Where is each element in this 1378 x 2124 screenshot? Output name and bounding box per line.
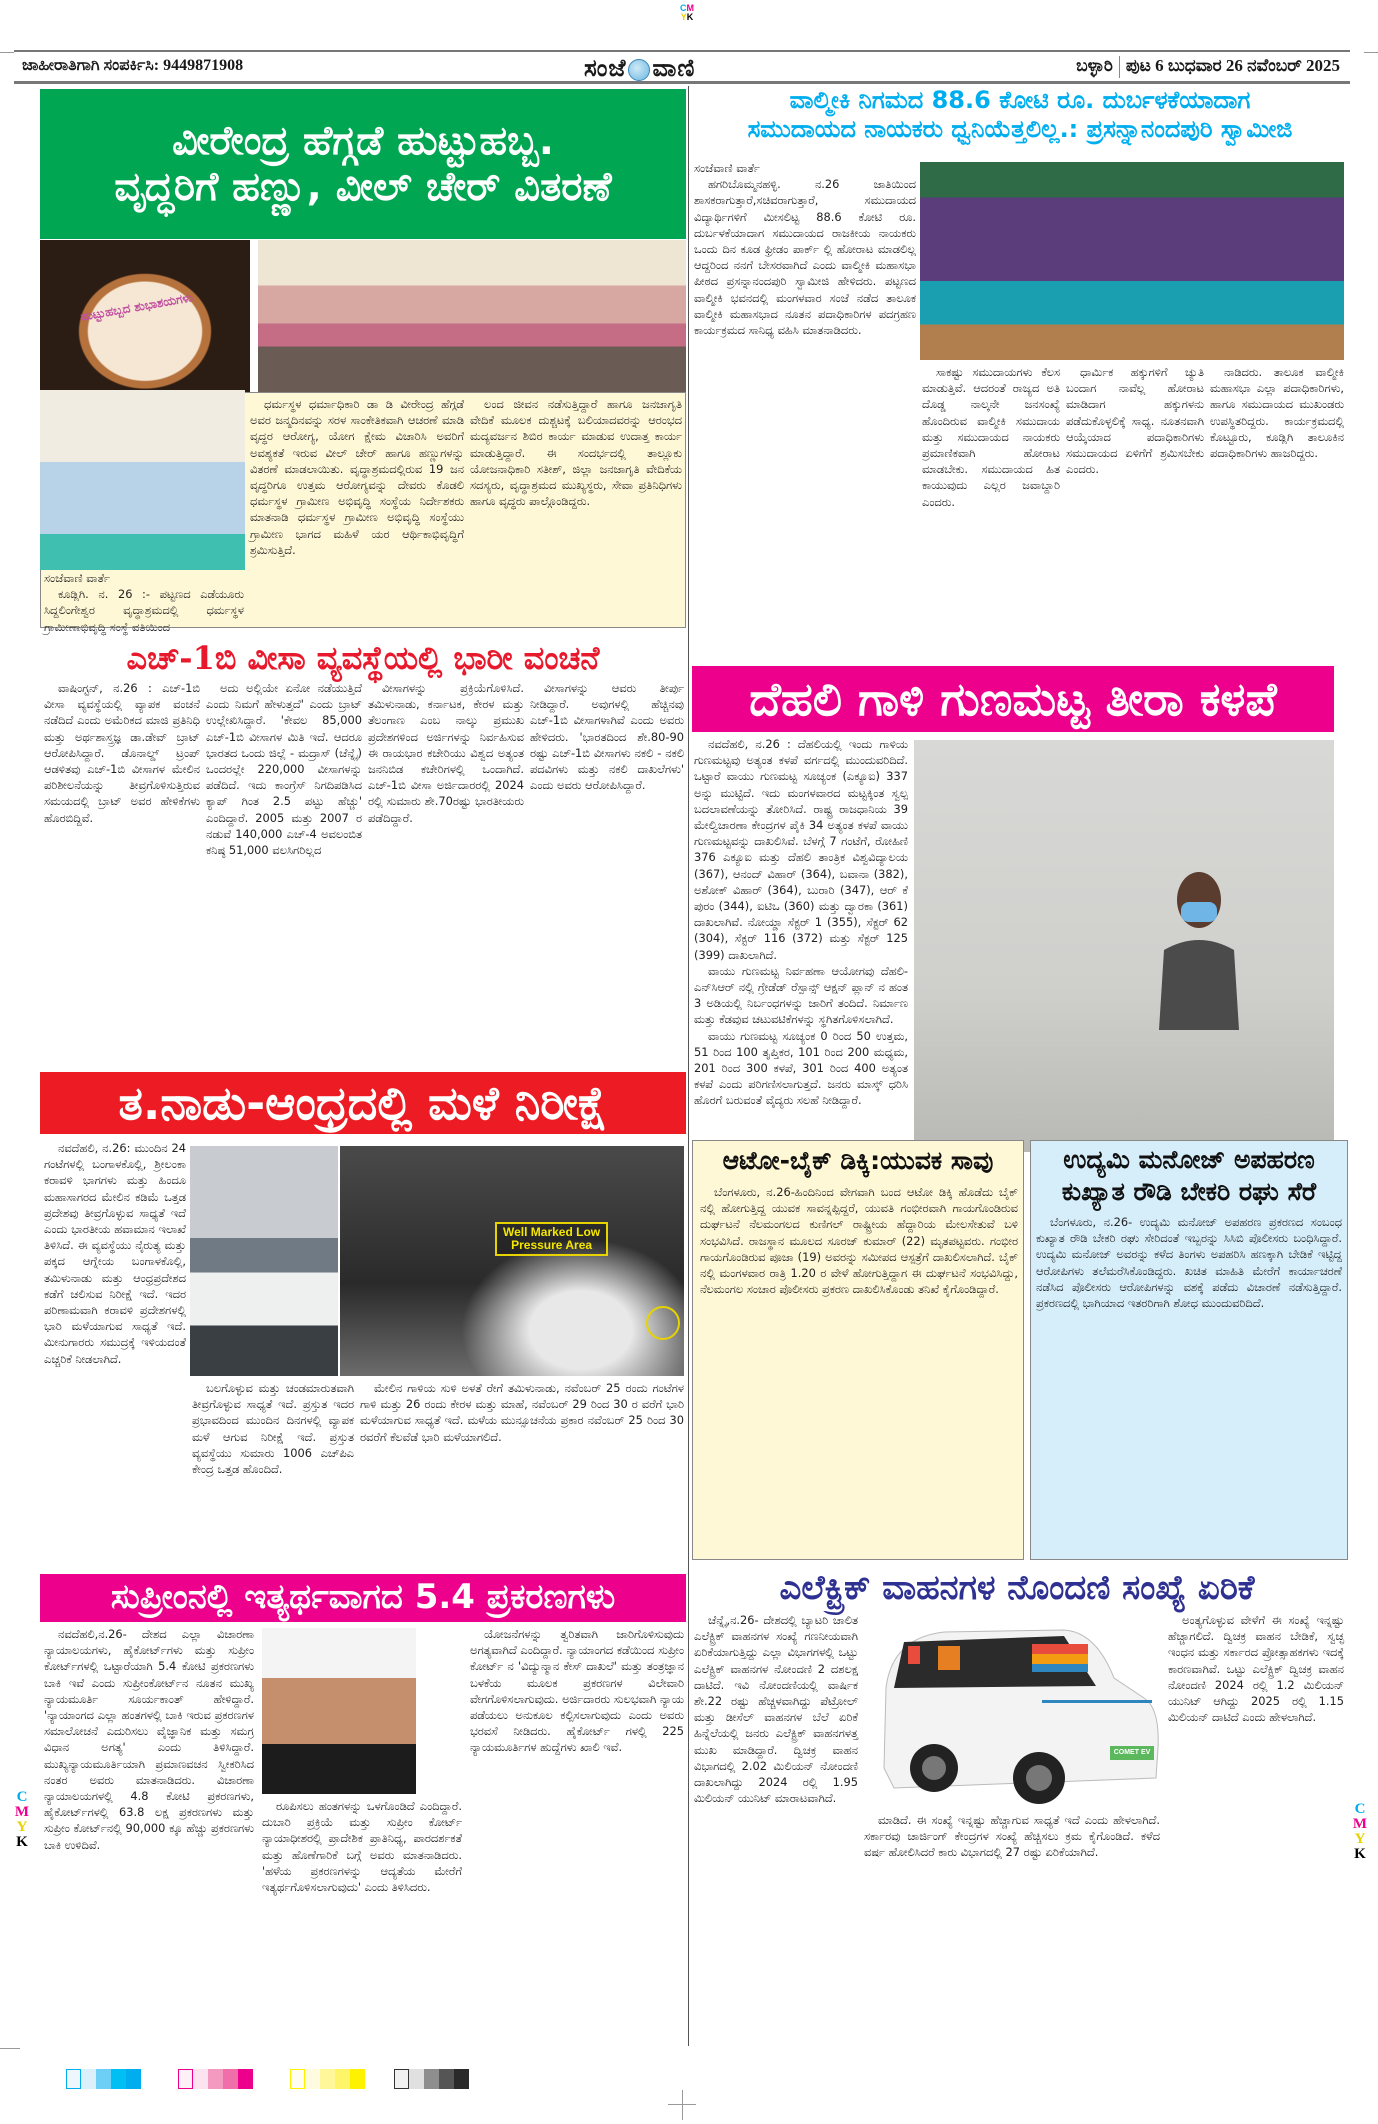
registration-mark-top bbox=[676, 4, 698, 22]
kidnap-body bbox=[1036, 1214, 1342, 1556]
satellite-map bbox=[340, 1146, 684, 1376]
heggade-col3 bbox=[470, 396, 682, 626]
article-text: ವಾಷಿಂಗ್ಟನ್, ನ.26 : ಎಚ್-1ಬಿ ವೀಸಾ ವ್ಯವಸ್ಥೆಯಲ್ಲಿ ವ್ಯಾಪಕ ವಂಚನೆ ನಡೆದಿದೆ ಎಂದು ಅಮೆರಿಕದ ಮಾಜಿ ಪ್ರತಿನಿಧಿ ಮತ್ತು ಅರ್ಥಶಾಸ್ತ್ರಜ್ಞ ಡಾ.ಡೇವ್ ಬ್ರಾಟ್ ಆರೋಪಿಸಿದ್ದಾರೆ. ಡೊನಾಲ್ಡ್ ಟ್ರಂಪ್ ಆಡಳಿತವು ಎಚ್-1ಬಿ ವೀಸಾಗಳ ಮೇಲಿನ ಪರಿಶೀಲನೆಯನ್ನು ತೀವ್ರಗೊಳಿಸುತ್ತಿರುವ ಸಮಯದಲ್ಲಿ ಬ್ರಾಟ್ ಅವರ ಹೇಳಿಕೆಗಳು ಹೊರಬಿದ್ದಿವೆ. bbox=[44, 681, 200, 825]
headline-line: ಉದ್ಯಮಿ ಮನೋಜ್ ಅಪಹರಣ bbox=[1063, 1145, 1315, 1174]
headline-line: ವೃದ್ಧರಿಗೆ ಹಣ್ಣು, ವೀಲ್ ಚೇರ್ ವಿತರಣೆ bbox=[114, 164, 612, 210]
masked-man-figure bbox=[1154, 860, 1244, 1030]
valmiki-col3 bbox=[1066, 364, 1204, 656]
column-divider bbox=[688, 86, 689, 2046]
cake-cutting-photo bbox=[40, 390, 245, 570]
h1b-col4 bbox=[530, 680, 684, 1064]
reg-c: C bbox=[16, 1789, 28, 1805]
article-text: ಬೆಂಗಳೂರು, ನ.26-ಹಿಂದಿನಿಂದ ವೇಗವಾಗಿ ಬಂದ ಆಟೋ ಡಿಕ್ಕಿ ಹೊಡೆದು ಬೈಕ್ ನಲ್ಲಿ ಹೋಗುತ್ತಿದ್ದ ಯುವಕ ಸಾವನ್ನಪ್ಪಿದ್ದರೆ, ಯುವತಿ ಗಂಭೀರವಾಗಿ ಗಾಯಗೊಂಡಿರುವ ದುರ್ಘಟನೆ ನೆಲಮಂಗಲದ ಕುಣಿಗಲ್ ರಾಷ್ಟ್ರೀಯ ಹೆದ್ದಾರಿಯ ಮೇಲಸೇತುವೆ ಬಳಿ ಸಂಭವಿಸಿದೆ. ರಾಜಸ್ಥಾನ ಮೂಲದ ಸೂರಜ್ ಕುಮಾರ್ (22) ಮೃತಪಟ್ಟವರು. ಗಂಭೀರ ಗಾಯಗೊಂಡಿರುವ ಪೂಜಾ (19) ಅವರನ್ನು ಸಮೀಪದ ಆಸ್ಪತ್ರೆಗೆ ದಾಖಲಿಸಲಾಗಿದೆ. ಬೈಕ್ ನಲ್ಲಿ ಮಂಗಳವಾರ ರಾತ್ರಿ 1.20 ರ ವೇಳೆ ಹೋಗುತ್ತಿದ್ದಾಗ ಈ ದುರ್ಘಟನೆ ಸಂಭವಿಸಿದ್ದು, ನೆಲಮಂಗಲ ಸಂಚಾರ ಪೊಲೀಸರು ಪ್ರಕರಣ ದಾಖಲಿಸಿಕೊಂಡು ತನಿಖೆ ಕೈಗೊಂಡಿದ್ದಾರೆ. bbox=[700, 1185, 1018, 1297]
supreme-col2 bbox=[262, 1798, 462, 2046]
newspaper-logo bbox=[584, 53, 695, 82]
crop-mark bbox=[0, 2048, 20, 2049]
article-text: ನವದೆಹಲಿ, ನ.26: ಮುಂದಿನ 24 ಗಂಟೆಗಳಲ್ಲಿ ಬಂಗಾಳಕೊಲ್ಲಿ, ಶ್ರೀಲಂಕಾ ಕರಾವಳಿ ಭಾಗಗಳು ಮತ್ತು ಹಿಂದೂ ಮಹಾಸಾಗರದ ಮೇಲಿನ ಕಡಿಮೆ ಒತ್ತಡ ಪ್ರದೇಶವು ತೀವ್ರಗೊಳ್ಳುವ ಸಾಧ್ಯತೆ ಇದೆ ಎಂದು ಭಾರತೀಯ ಹವಾಮಾನ ಇಲಾಖೆ ತಿಳಿಸಿದೆ. ಈ ವ್ಯವಸ್ಥೆಯು ನೈರುತ್ಯ ಮತ್ತು ಪಕ್ಕದ ಆಗ್ನೇಯ ಬಂಗಾಳಕೊಲ್ಲಿ, ತಮಿಳುನಾಡು ಮತ್ತು ಆಂಧ್ರಪ್ರದೇಶದ ಕಡೆಗೆ ಚಲಿಸುವ ನಿರೀಕ್ಷೆ ಇದೆ. ಇದರ ಪರಿಣಾಮವಾಗಿ ಕರಾವಳಿ ಪ್ರದೇಶಗಳಲ್ಲಿ ಭಾರಿ ಮಳೆಯಾಗುವ ಸಾಧ್ಯತೆ ಇದೆ. ಮೀನುಗಾರರು ಸಮುದ್ರಕ್ಕೆ ಇಳಿಯದಂತೆ ಎಚ್ಚರಿಕೆ ನೀಡಲಾಗಿದೆ. bbox=[44, 1141, 186, 1366]
cake-photo bbox=[40, 240, 250, 392]
mahasabha-meeting-photo bbox=[920, 162, 1344, 360]
delhi-smog-photo bbox=[914, 740, 1334, 1152]
article-text: ಅಂತ್ಯಗೊಳ್ಳುವ ವೇಳೆಗೆ ಈ ಸಂಖ್ಯೆ ಇನ್ನಷ್ಟು ಹೆಚ್ಚಾಗಲಿದೆ. ದ್ವಿಚಕ್ರ ವಾಹನ ಬೇಡಿಕೆ, ಸ್ವಚ್ಛ ಇಂಧನ ಮತ್ತು ಸರ್ಕಾರದ ಪ್ರೋತ್ಸಾಹಕಗಳು ಇದಕ್ಕೆ ಕಾರಣವಾಗಿವೆ. ಒಟ್ಟು ಎಲೆಕ್ಟ್ರಿಕ್ ದ್ವಿಚಕ್ರ ವಾಹನ ನೋಂದಣಿ 2024 ರಲ್ಲಿ 1.2 ಮಿಲಿಯನ್ ಯುನಿಟ್ ಆಗಿದ್ದು 2025 ರಲ್ಲಿ 1.15 ಮಿಲಿಯನ್ ದಾಟಿದೆ ಎಂದು ಹೇಳಲಾಗಿದೆ. bbox=[1168, 1613, 1344, 1725]
reg-c: C bbox=[680, 3, 687, 13]
article-text: ಧಾರ್ಮಿಕ ಹಕ್ಕುಗಳಿಗೆ ಚ್ಯುತಿ ಬಂದಾಗ ನಾವೆಲ್ಲ ಹೋರಾಟ ಮಾಡಿದಾಗ ಹಕ್ಕುಗಳನು ಪಡೆದುಕೊಳ್ಳಲಿಕ್ಕೆ ಸಾಧ್ಯ. ನೂತನವಾಗಿ ಆಯ್ಕೆಯಾದ ಪದಾಧಿಕಾರಿಗಳು ಸಮುದಾಯದ ಏಳಿಗೆಗೆ ಶ್ರಮಿಸಬೇಕು ಎಂದರು. bbox=[1066, 365, 1204, 477]
low-pressure-label bbox=[495, 1222, 608, 1256]
article-text: ಅದು ಅಲ್ಲಿಯೇ ಏನೋ ನಡೆಯುತ್ತಿದೆ ಎಂದು ನಿಮಗೆ ಹೇಳುತ್ತದೆ' ಎಂದು ಬ್ರಾಟ್ ಉಲ್ಲೇಖಿಸಿದ್ದಾರೆ. 'ಕೇವಲ 85,000 ಎಚ್-1ಬಿ ವೀಸಾಗಳ ಮಿತಿ ಇದೆ. ಆದರೂ ಭಾರತದ ಒಂದು ಜಿಲ್ಲೆ - ಮದ್ರಾಸ್ (ಚೆನ್ನೈ) ಒಂದರಲ್ಲೇ 220,000 ವೀಸಾಗಳನ್ನು ಪಡೆದಿದೆ. ಇದು ಕಾಂಗ್ರೆಸ್ ನಿಗದಿಪಡಿಸಿದ ಕ್ಯಾಪ್ ಗಿಂತ 2.5 ಪಟ್ಟು ಹೆಚ್ಚು' ಎಂದಿದ್ದಾರೆ. 2005 ಮತ್ತು 2007 ರ ನಡುವೆ 140,000 ಎಚ್-4 ಅವಲಂಬಿತ ಕನಿಷ್ಠ 51,000 ವಲಸಿಗರಿಲ್ಲದ bbox=[206, 681, 362, 858]
crop-mark bbox=[1364, 52, 1378, 53]
byline: ಸಂಜೆವಾಣಿ ವಾರ್ತೆ bbox=[694, 161, 760, 175]
article-text: ಧರ್ಮಸ್ಥಳ ಧರ್ಮಾಧಿಕಾರಿ ಡಾ ಡಿ ವೀರೇಂದ್ರ ಹೆಗ್ಗಡೆ ಅವರ ಜನ್ಮದಿನವನ್ನು ಸರಳ ಸಾಂಕೇತಿಕವಾಗಿ ಆಚರಣೆ ಮಾಡಿ ವೃದ್ಧರ ಆರೋಗ್ಯ, ಯೋಗ ಕ್ಷೇಮ ವಿಚಾರಿಸಿ ಅವರಿಗೆ ಅವಶ್ಯಕತೆ ಇರುವ ವೀಲ್ ಚೇರ್ ಹಾಗೂ ಹಣ್ಣುಗಳನ್ನು ವಿತರಣೆ ಮಾಡಲಾಯಿತು. ವೃದ್ಧಾಶ್ರಮದಲ್ಲಿರುವ 19 ಜನ ವೃದ್ಧರಿಗೂ ಉತ್ತಮ ಆರೋಗ್ಯವನ್ನು ದೇವರು ಕೊಡಲಿ ಧರ್ಮಸ್ಥಳ ಗ್ರಾಮೀಣ ಅಭಿವೃದ್ಧಿ ಸಂಸ್ಥೆಯ ನಿರ್ದೇಶಕರು ಮಾತನಾಡಿ ಧರ್ಮಸ್ಥಳ ಗ್ರಾಮೀಣ ಅಭಿವೃದ್ಧಿ ಸಂಸ್ಥೆಯು ಗ್ರಾಮೀಣ ಭಾಗದ ಮಹಿಳೆ ಯರ ಆರ್ಥಿಕಾಭಿವೃದ್ಧಿಗೆ ಶ್ರಮಿಸುತ್ತಿದೆ. bbox=[250, 397, 464, 557]
ad-contact: ಜಾಹೀರಾತಿಗಾಗಿ ಸಂಪರ್ಕಿಸಿ: 9449871908 bbox=[22, 57, 244, 74]
reg-y: Y bbox=[16, 1819, 28, 1835]
article-text: ರೂಪಿಸಲು ಹಂತಗಳನ್ನು ಒಳಗೊಂಡಿದೆ ಎಂದಿದ್ದಾರೆ. ದುಬಾರಿ ಪ್ರಕ್ರಿಯೆ ಮತ್ತು ಸುಪ್ರೀಂ ಕೋರ್ಟ್ ನ್ಯಾಯಾಧೀಶರಲ್ಲಿ ಪ್ರಾದೇಶಿಕ ಪ್ರಾತಿನಿಧ್ಯ, ಪಾರದರ್ಶಕತೆ ಮತ್ತು ಹೊಣೆಗಾರಿಕೆ ಬಗ್ಗೆ ಅವರು ಮಾತನಾಡಿದರು. 'ಹಳೆಯ ಪ್ರಕರಣಗಳನ್ನು ಆದ್ಯತೆಯ ಮೇರೆಗೆ ಇತ್ಯರ್ಥಗೊಳಿಸಲಾಗುವುದು' ಎಂದು ತಿಳಿಸಿದರು. bbox=[262, 1799, 462, 1895]
comet-ev-car-photo bbox=[864, 1618, 1164, 1808]
delhi-headline: ದೆಹಲಿ ಗಾಳಿ ಗುಣಮಟ್ಟ ತೀರಾ ಕಳಪೆ bbox=[692, 666, 1334, 732]
byline: ಸಂಜೆವಾಣಿ ವಾರ್ತೆ bbox=[44, 571, 110, 585]
rain-col2 bbox=[192, 1380, 354, 1564]
crop-mark bbox=[682, 2090, 683, 2120]
label-line: Pressure Area bbox=[511, 1238, 593, 1252]
divider bbox=[1119, 56, 1120, 78]
reg-k: K bbox=[1354, 1846, 1366, 1862]
crop-mark bbox=[0, 52, 14, 53]
article-text: ಮೇಲಿನ ಗಾಳಿಯ ಸುಳಿ ಅಳತೆ ರೇಗೆ ತಮಿಳುನಾಡು, ನವೆಂಬರ್ 25 ರಂದು ಗಂಟೆಗಳ ಗಾಳಿ ಮತ್ತು 26 ರಂದು ಕೇರಳ ಮತ್ತು ಮಾಹೆ, ನವೆಂಬರ್ 29 ರಿಂದ 30 ರ ವರೆಗೆ ಭಾರಿ ಮಳೆಯಾಗುವ ಸಾಧ್ಯತೆ ಇದೆ. ಮಳೆಯ ಮುನ್ಸೂಚನೆಯ ಪ್ರಕಾರ ನವೆಂಬರ್ 25 ರಿಂದ 30 ರವರೆಗೆ ಕೆಲವೆಡೆ ಭಾರಿ ಮಳೆಯಾಗಲಿದೆ. bbox=[360, 1381, 684, 1444]
article-text: ವಾಯು ಗುಣಮಟ್ಟ ನಿರ್ವಹಣಾ ಆಯೋಗವು ದೆಹಲಿ-ಎನ್‌ಸಿಆರ್ ನಲ್ಲಿ ಗ್ರೇಡೆಡ್ ರೆಸ್ಪಾನ್ಸ್ ಆಕ್ಷನ್ ಪ್ಲಾನ್ ನ ಹಂತ 3 ಅಡಿಯಲ್ಲಿ ನಿರ್ಬಂಧಗಳನ್ನು ಜಾರಿಗೆ ತಂದಿದೆ. ನಿರ್ಮಾಣ ಮತ್ತು ಕೆಡವುವ ಚಟುವಟಿಕೆಗಳನ್ನು ಸ್ಥಗಿತಗೊಳಿಸಲಾಗಿದೆ. bbox=[694, 963, 908, 1027]
headline-line: ಕುಖ್ಯಾತ ರೌಡಿ ಬೇಕರಿ ರಘು ಸೆರೆ bbox=[1061, 1177, 1317, 1206]
globe-icon bbox=[628, 59, 650, 81]
valmiki-col1 bbox=[694, 160, 916, 656]
delhi-col1 bbox=[694, 736, 908, 1148]
logo-left-text: ಸಂಜೆ bbox=[584, 53, 627, 82]
article-text: ಲಂದ ಜೀವನ ನಡೆಸುತ್ತಿದ್ದಾರೆ ಹಾಗೂ ಜನಜಾಗೃತಿ ವೇದಿಕೆ ಮೂಲಕ ದುಶ್ಚಟಕ್ಕೆ ಬಲಿಯಾದವರನ್ನು ಆರಂಭದ ಮದ್ಯವರ್ಜನ ಶಿಬಿರ ಕಾರ್ಯ ಮಾಡುವ ಉದಾತ್ತ ಕಾರ್ಯ ಮಾಡುತ್ತಿದ್ದಾರೆ. ಈ ಸಂದರ್ಭದಲ್ಲಿ ತಾಲ್ಲೂಕು ಯೋಜನಾಧಿಕಾರಿ ಸತೀಶ್, ಜಿಲ್ಲಾ ಜನಜಾಗೃತಿ ವೇದಿಕೆಯ ಸದಸ್ಯರು, ವೃದ್ಧಾಶ್ರಮದ ಮುಖ್ಯಸ್ಥರು, ಸೇವಾ ಪ್ರತಿನಿಧಿಗಳು ಹಾಗೂ ವೃದ್ಧರು ಪಾಲ್ಗೊಂಡಿದ್ದರು. bbox=[470, 397, 682, 509]
cake-inscription: ಹುಟ್ಟುಹಬ್ಬದ ಶುಭಾಶಯಗಳು bbox=[79, 290, 194, 324]
reg-y: Y bbox=[680, 12, 687, 22]
article-text: ಚೆನ್ನೈ,ನ.26- ದೇಶದಲ್ಲಿ ಬ್ಯಾಟರಿ ಚಾಲಿತ ಎಲೆಕ್ಟ್ರಿಕ್ ವಾಹನಗಳ ಸಂಖ್ಯೆ ಗಣನೀಯವಾಗಿ ಏರಿಕೆಯಾಗುತ್ತಿದ್ದು ಎಲ್ಲಾ ವಿಭಾಗಗಳಲ್ಲಿ ಒಟ್ಟು ಎಲೆಕ್ಟ್ರಿಕ್ ವಾಹನಗಳ ನೋಂದಣಿ 2 ದಶಲಕ್ಷ ದಾಟಿದೆ. ಇವಿ ನೋಂದಣಿಯಲ್ಲಿ ವಾರ್ಷಿಕ ಶೇ.22 ರಷ್ಟು ಹೆಚ್ಚಳವಾಗಿದ್ದು ಪೆಟ್ರೋಲ್ ಮತ್ತು ಡೀಸೆಲ್ ವಾಹನಗಳ ಬೆಲೆ ಏರಿಕೆ ಹಿನ್ನೆಲೆಯಲ್ಲಿ ಜನರು ಎಲೆಕ್ಟ್ರಿಕ್ ವಾಹನಗಳತ್ತ ಮುಖ ಮಾಡಿದ್ದಾರೆ. ದ್ವಿಚಕ್ರ ವಾಹನ ವಿಭಾಗದಲ್ಲಿ 2.02 ಮಿಲಿಯನ್ ನೋಂದಣಿ ದಾಖಲಾಗಿದ್ದು 2024 ರಲ್ಲಿ 1.95 ಮಿಲಿಯನ್ ಯುನಿಟ್ ಮಾರಾಟವಾಗಿದೆ. bbox=[694, 1613, 858, 1806]
black-calibration-strip bbox=[394, 2069, 469, 2089]
headline-line: ಸಮುದಾಯದ ನಾಯಕರು ಧ್ವನಿಯೆತ್ತಲಿಲ್ಲ.: ಪ್ರಸನ್ನಾನಂದಪುರಿ ಸ್ವಾಮೀಜಿ bbox=[747, 115, 1293, 143]
h1b-col2 bbox=[206, 680, 362, 1064]
reg-k: K bbox=[686, 12, 694, 22]
registration-mark-left bbox=[14, 1790, 30, 1850]
low-pressure-circle bbox=[646, 1306, 680, 1340]
rain-col3 bbox=[360, 1380, 684, 1564]
article-text: ನಾಡಿದರು. ತಾಲೂಕ ವಾಲ್ಮೀಕಿ ಮಹಾಸಭಾ ಎಲ್ಲಾ ಪದಾಧಿಕಾರಿಗಳು, ಹಾಗೂ ಸಮುದಾಯದ ಮುಖಂಡರು ಉಪಸ್ಥಿತರಿದ್ದರು. ಕಾರ್ಯಕ್ರಮದಲ್ಲಿ ಕೊಟ್ಟೂರು, ಕೂಡ್ಲಿಗಿ ತಾಲೂಕಿನ ಪದಾಧಿಕಾರಿಗಳು ಹಾಜರಿದ್ದರು. bbox=[1210, 365, 1344, 461]
registration-mark-right bbox=[1352, 1802, 1368, 1862]
logo-right-text: ವಾಣಿ bbox=[652, 53, 696, 82]
ev-col3 bbox=[1168, 1612, 1344, 2046]
rain-headline: ತ.ನಾಡು-ಆಂಧ್ರದಲ್ಲಿ ಮಳೆ ನಿರೀಕ್ಷೆ bbox=[40, 1072, 686, 1134]
h1b-col1 bbox=[44, 680, 200, 1064]
reg-m: M bbox=[14, 1804, 30, 1820]
cyan-calibration-strip bbox=[66, 2069, 141, 2089]
reg-y: Y bbox=[1354, 1831, 1366, 1847]
article-text: ವಾಯು ಗುಣಮಟ್ಟ ಸೂಚ್ಯಂಕ 0 ರಿಂದ 50 ಉತ್ತಮ, 51 ರಿಂದ 100 ತೃಪ್ತಿಕರ, 101 ರಿಂದ 200 ಮಧ್ಯಮ, 201 ರಿಂದ 300 ಕಳಪೆ, 301 ರಿಂದ 400 ಅತ್ಯಂತ ಕಳಪೆ ಎಂದು ಪರಿಗಣಿಸಲಾಗುತ್ತದೆ. ಜನರು ಮಾಸ್ಕ್ ಧರಿಸಿ ಹೊರಗೆ ಬರುವಂತೆ ವೈದ್ಯರು ಸಲಹೆ ನೀಡಿದ್ದಾರೆ. bbox=[694, 1028, 908, 1108]
h1b-headline: ಎಚ್-1ಬಿ ವೀಸಾ ವ್ಯವಸ್ಥೆಯಲ್ಲಿ ಭಾರೀ ವಂಚನೆ bbox=[40, 638, 686, 678]
article-text: ಕೂಡ್ಲಿಗಿ. ನ. 26 :- ಪಟ್ಟಣದ ಎಡೆಯೂರು ಸಿದ್ದಲಿಂಗೇಶ್ವರ ವೃದ್ಧಾಶ್ರಮದಲ್ಲಿ ಧರ್ಮಸ್ಥಳ ಗ್ರಾಮೀಣಾಭಿವೃದ್ಧಿ ಸಂಸ್ಥೆ ವತಿಯಿಂದ bbox=[44, 587, 244, 634]
supreme-col3 bbox=[470, 1626, 684, 2046]
article-text: ಹಗರಿಬೊಮ್ಮನಹಳ್ಳಿ. ನ.26 ಜಾತಿಯಿಂದ ಶಾಸಕರಾಗುತ್ತಾರೆ,ಸಚಿವರಾಗುತ್ತಾರೆ, ಸಮುದಾಯದ ವಿದ್ಯಾರ್ಥಿಗಳಿಗೆ ಮೀಸಲಿಟ್ಟ 88.6 ಕೋಟಿ ರೂ. ದುರ್ಬಳಕೆಯಾದಾಗ ಸಮುದಾಯದ ರಾಜಕೀಯ ನಾಯಕರು ಒಂದು ದಿನ ಕೂಡ ಫ್ರೀಡಂ ಪಾರ್ಕ್ ಲ್ಲಿ ಹೋರಾಟ ಮಾಡಲಿಲ್ಲ ಆದ್ದರಿಂದ ನನಗೆ ಬೇಸರವಾಗಿದೆ ಎಂದು ವಾಲ್ಮೀಕಿ ಮಹಾಸಭಾ ಪೀಠದ ಪ್ರಸನ್ನಾನಂದಪುರಿ ಸ್ವಾಮೀಜಿ ಹೇಳಿದರು. ಪಟ್ಟಣದ ವಾಲ್ಮೀಕಿ ಭವನದಲ್ಲಿ ಮಂಗಳವಾರ ಸಂಜೆ ನಡೆದ ತಾಲೂಕ ವಾಲ್ಮೀಕಿ ಮಹಾಸಭಾದ ನೂತನ ಪದಾಧಿಕಾರಿಗಳ ಪದಗ್ರಹಣ ಕಾರ್ಯಕ್ರಮದ ಸಾನಿಧ್ಯ ವಹಿಸಿ ಮಾತನಾಡಿದರು. bbox=[694, 177, 916, 338]
label-line: Well Marked Low bbox=[503, 1225, 601, 1239]
headline-line: ವೀರೇಂದ್ರ ಹೆಗ್ಗಡೆ ಹುಟ್ಟುಹಬ್ಬ. bbox=[172, 118, 554, 164]
article-text: ಬೆಂಗಳೂರು, ನ.26- ಉದ್ಯಮಿ ಮನೋಜ್ ಅಪಹರಣ ಪ್ರಕರಣದ ಸಂಬಂಧ ಕುಖ್ಯಾತ ರೌಡಿ ಬೇಕರಿ ರಘು ಸೇರಿದಂತೆ ಇಬ್ಬರನ್ನು ಸಿಸಿಬಿ ಪೊಲೀಸರು ಬಂಧಿಸಿದ್ದಾರೆ. ಉದ್ಯಮಿ ಮನೋಜ್ ಅವರನ್ನು ಕಳೆದ ತಿಂಗಳು ಅಪಹರಿಸಿ ಹಣಕ್ಕಾಗಿ ಬೇಡಿಕೆ ಇಟ್ಟಿದ್ದ ಆರೋಪಿಗಳು ತಲೆಮರೆಸಿಕೊಂಡಿದ್ದರು. ಖಚಿತ ಮಾಹಿತಿ ಮೇರೆಗೆ ಕಾರ್ಯಾಚರಣೆ ನಡೆಸಿದ ಪೊಲೀಸರು ಆರೋಪಿಗಳನ್ನು ವಶಕ್ಕೆ ಪಡೆದು ವಿಚಾರಣೆ ನಡೆಸುತ್ತಿದ್ದಾರೆ. ಪ್ರಕರಣದಲ್ಲಿ ಭಾಗಿಯಾದ ಇತರರಿಗಾಗಿ ಶೋಧ ಮುಂದುವರಿದಿದೆ. bbox=[1036, 1215, 1342, 1311]
heggade-col2 bbox=[250, 396, 464, 626]
chief-justice-photo bbox=[262, 1628, 416, 1794]
heggade-headline bbox=[40, 89, 686, 239]
article-text: ನವದೆಹಲಿ, ನ.26 : ದೆಹಲಿಯಲ್ಲಿ ಇಂದು ಗಾಳಿಯ ಗುಣಮಟ್ಟವು ಅತ್ಯಂತ ಕಳಪೆ ವರ್ಗದಲ್ಲಿ ಮುಂದುವರಿದಿದೆ. ಒಟ್ಟಾರೆ ವಾಯು ಗುಣಮಟ್ಟ ಸೂಚ್ಯಂಕ (ಎಕ್ಯೂಐ) 337 ಅನ್ನು ಮುಟ್ಟಿದೆ. ಇದು ಮಂಗಳವಾರದ ಮಟ್ಟಕ್ಕಿಂತ ಸ್ವಲ್ಪ ಬದಲಾವಣೆಯನ್ನು ತೋರಿಸಿದೆ. ರಾಷ್ಟ್ರ ರಾಜಧಾನಿಯ 39 ಮೇಲ್ವಿಚಾರಣಾ ಕೇಂದ್ರಗಳ ಪೈಕಿ 34 ಅತ್ಯಂತ ಕಳಪೆ ವಾಯು ಗುಣಮಟ್ಟವನ್ನು ದಾಖಲಿಸಿವೆ. ಬೆಳಗ್ಗೆ 7 ಗಂಟೆಗೆ, ರೋಹಿಣಿ 376 ಎಕ್ಯೂಐ ಮತ್ತು ದೆಹಲಿ ತಾಂತ್ರಿಕ ವಿಶ್ವವಿದ್ಯಾಲಯ (367), ಆನಂದ್ ವಿಹಾರ್ (364), ಬವಾನಾ (382), ಅಶೋಕ್ ವಿಹಾರ್ (364), ಬುರಾರಿ (347), ಆರ್ ಕೆ ಪುರಂ (344), ಐಟಿಒ (360) ಮತ್ತು ದ್ವಾರಕಾ (361) ದಾಖಲಾಗಿವೆ. ನೋಯ್ಡಾ ಸೆಕ್ಟರ್ 1 (355), ಸೆಕ್ಟರ್ 62 (304), ಸೆಕ್ಟರ್ 116 (372) ಮತ್ತು ಸೆಕ್ಟರ್ 125 (399) ದಾಖಲಾಗಿದೆ. bbox=[694, 737, 908, 962]
car-illustration bbox=[864, 1618, 1164, 1808]
valmiki-headline bbox=[690, 86, 1350, 144]
reg-m: M bbox=[686, 3, 694, 13]
magenta-calibration-strip bbox=[178, 2069, 253, 2089]
ev-col1 bbox=[694, 1612, 858, 2046]
page-info bbox=[1076, 56, 1340, 78]
article-text: ವೀಸಾಗಳನ್ನು ಪ್ರಕ್ರಿಯೆಗೊಳಿಸಿದೆ. ತಮಿಳುನಾಡು, ಕರ್ನಾಟಕ, ಕೇರಳ ಮತ್ತು ತೆಲಂಗಾಣ ಎಂಬ ನಾಲ್ಕು ಪ್ರಮುಖ ಪ್ರದೇಶಗಳಿಂದ ಅರ್ಜಿಗಳನ್ನು ನಿರ್ವಹಿಸುವ ಈ ರಾಯಭಾರ ಕಚೇರಿಯು ವಿಶ್ವದ ಅತ್ಯಂತ ಜನನಿಬಿಡ ಕಚೇರಿಗಳಲ್ಲಿ ಒಂದಾಗಿದೆ. ಎಚ್-1ಬಿ ವೀಸಾ ಅರ್ಜಿದಾರರಲ್ಲಿ 2024 ರಲ್ಲಿ ಸುಮಾರು ಶೇ.70ರಷ್ಟು ಭಾರತೀಯರು ಪಡೆದಿದ್ದಾರೆ. bbox=[368, 681, 524, 825]
elders-group-photo bbox=[258, 240, 686, 392]
masthead bbox=[14, 50, 1350, 84]
valmiki-col4 bbox=[1210, 364, 1344, 656]
article-text: ಯೋಜನೆಗಳನ್ನು ತ್ವರಿತವಾಗಿ ಜಾರಿಗೊಳಿಸುವುದು ಅಗತ್ಯವಾಗಿದೆ ಎಂದಿದ್ದಾರೆ. ನ್ಯಾಯಾಂಗದ ಕಡೆಯಿಂದ ಸುಪ್ರೀಂ ಕೋರ್ಟ್ ನ 'ವಿದ್ಯುನ್ಮಾನ ಕೇಸ್ ದಾಖಲೆ' ಮತ್ತು ತಂತ್ರಜ್ಞಾನ ಬಳಕೆಯ ಮೂಲಕ ಪ್ರಕರಣಗಳ ವಿಲೇವಾರಿ ವೇಗಗೊಳಿಸಲಾಗುವುದು. ಅರ್ಜಿದಾರರು ಸುಲಭವಾಗಿ ನ್ಯಾಯ ಪಡೆಯಲು ಅನುಕೂಲ ಕಲ್ಪಿಸಲಾಗುವುದು ಎಂದು ಅವರು ಭರವಸೆ ನೀಡಿದರು. ಹೈಕೋರ್ಟ್ ಗಳಲ್ಲಿ 225 ನ್ಯಾಯಮೂರ್ತಿಗಳ ಹುದ್ದೆಗಳು ಖಾಲಿ ಇವೆ. bbox=[470, 1627, 684, 1755]
auto-bike-headline: ಆಟೋ-ಬೈಕ್ ಡಿಕ್ಕಿ:ಯುವಕ ಸಾವು bbox=[722, 1146, 994, 1175]
rain-col1 bbox=[44, 1140, 186, 1564]
article-text: ಮಾಡಿದೆ. ಈ ಸಂಖ್ಯೆ ಇನ್ನಷ್ಟು ಹೆಚ್ಚಾಗುವ ಸಾಧ್ಯತೆ ಇದೆ ಎಂದು ಹೇಳಲಾಗಿದೆ. ಸರ್ಕಾರವು ಚಾರ್ಜಿಂಗ್ ಕೇಂದ್ರಗಳ ಸಂಖ್ಯೆ ಹೆಚ್ಚಿಸಲು ಕ್ರಮ ಕೈಗೊಂಡಿದೆ. ಕಳೆದ ವರ್ಷ ಹೋಲಿಸಿದರೆ ಕಾರು ವಿಭಾಗದಲ್ಲಿ 27 ರಷ್ಟು ಏರಿಕೆಯಾಗಿದೆ. bbox=[864, 1813, 1160, 1860]
valmiki-col2 bbox=[922, 364, 1060, 656]
ev-headline: ಎಲೆಕ್ಟ್ರಿಕ್ ವಾಹನಗಳ ನೊಂದಣಿ ಸಂಖ್ಯೆ ಏರಿಕೆ bbox=[779, 1568, 1255, 1608]
edition-city: ಬಳ್ಳಾರಿ bbox=[1076, 56, 1113, 75]
reg-c: C bbox=[1354, 1801, 1366, 1817]
supreme-col1 bbox=[44, 1626, 254, 2046]
h1b-col3 bbox=[368, 680, 524, 1064]
reg-m: M bbox=[1352, 1816, 1368, 1832]
article-text: ನವದೆಹಲಿ,ನ.26- ದೇಶದ ಎಲ್ಲಾ ವಿಚಾರಣಾ ನ್ಯಾಯಾಲಯಗಳು, ಹೈಕೋರ್ಟ್‌ಗಳು ಮತ್ತು ಸುಪ್ರೀಂ ಕೋರ್ಟ್‌ಗಳಲ್ಲಿ ಒಟ್ಟಾರೆಯಾಗಿ 5.4 ಕೋಟಿ ಪ್ರಕರಣಗಳು ಬಾಕಿ ಇವೆ ಎಂದು ಸುಪ್ರೀಂಕೋರ್ಟ್‌ನ ನೂತನ ಮುಖ್ಯ ನ್ಯಾಯಮೂರ್ತಿ ಸೂರ್ಯಕಾಂತ್ ಹೇಳಿದ್ದಾರೆ. 'ನ್ಯಾಯಾಂಗದ ಎಲ್ಲಾ ಹಂತಗಳಲ್ಲಿ ಬಾಕಿ ಇರುವ ಪ್ರಕರಣಗಳ ಸಮಾಲೋಚನೆ ಎದುರಿಸಲು ವೈಜ್ಞಾನಿಕ ಮತ್ತು ಸಮಗ್ರ ವಿಧಾನ ಅಗತ್ಯ' ಎಂದು ತಿಳಿಸಿದ್ದಾರೆ. ಮುಖ್ಯನ್ಯಾಯಮೂರ್ತಿಯಾಗಿ ಪ್ರಮಾಣವಚನ ಸ್ವೀಕರಿಸಿದ ನಂತರ ಅವರು ಮಾತನಾಡಿದರು. ವಿಚಾರಣಾ ನ್ಯಾಯಾಲಯಗಳಲ್ಲಿ 4.8 ಕೋಟಿ ಪ್ರಕರಣಗಳು, ಹೈಕೋರ್ಟ್‌ಗಳಲ್ಲಿ 63.8 ಲಕ್ಷ ಪ್ರಕರಣಗಳು ಮತ್ತು ಸುಪ್ರೀಂ ಕೋರ್ಟ್‌ನಲ್ಲಿ 90,000 ಕ್ಕೂ ಹೆಚ್ಚು ಪ್ರಕರಣಗಳು ಬಾಕಿ ಉಳಿದಿವೆ. bbox=[44, 1627, 254, 1852]
article-text: ಬಲಗೊಳ್ಳುವ ಮತ್ತು ಚಂಡಮಾರುತವಾಗಿ ತೀವ್ರಗೊಳ್ಳುವ ಸಾಧ್ಯತೆ ಇದೆ. ಪ್ರಸ್ತುತ ಇದರ ಪ್ರಭಾವದಿಂದ ಮುಂದಿನ ದಿನಗಳಲ್ಲಿ ವ್ಯಾಪಕ ಮಳೆ ಆಗುವ ನಿರೀಕ್ಷೆ ಇದೆ. ಪ್ರಸ್ತುತ ವ್ಯವಸ್ಥೆಯು ಸುಮಾರು 1006 ಎಚ್‌ಪಿಎ ಕೇಂದ್ರ ಒತ್ತಡ ಹೊಂದಿದೆ. bbox=[192, 1381, 354, 1477]
article-text: ವೀಸಾಗಳನ್ನು ಆವರು ತೀರ್ಪು ನೀಡಿದ್ದಾರೆ. ಅವುಗಳಲ್ಲಿ ಹೆಚ್ಚಿನವು ಎಚ್-1ಬಿ ವೀಸಾಗಳಾಗಿವೆ ಎಂದು ಅವರು ಹೇಳಿದರು. 'ಭಾರತದಿಂದ ಶೇ.80-90 ರಷ್ಟು ಎಚ್-1ಬಿ ವೀಸಾಗಳು ನಕಲಿ - ನಕಲಿ ಪದವಿಗಳು ಮತ್ತು ನಕಲಿ ದಾಖಲೆಗಳು' ಎಂದು ಅವರು ಆರೋಪಿಸಿದ್ದಾರೆ. bbox=[530, 681, 684, 793]
reg-k: K bbox=[16, 1834, 28, 1850]
kidnap-headline bbox=[1034, 1144, 1344, 1208]
heggade-col1 bbox=[44, 570, 244, 634]
car-number-plate: COMET EV bbox=[1110, 1746, 1154, 1760]
crop-mark bbox=[668, 2104, 696, 2105]
page-date: ಪುಟ 6 ಬುಧವಾರ 26 ನವೆಂಬರ್ 2025 bbox=[1125, 56, 1340, 75]
article-text: ಸಾಕಷ್ಟು ಸಮುದಾಯಗಳು ಕೆಲಸ ಮಾಡುತ್ತಿವೆ. ಆದರಂತೆ ರಾಜ್ಯದ ಅತಿ ದೊಡ್ಡ ನಾಲ್ಕನೇ ಜನಸಂಖ್ಯೆ ಹೊಂದಿರುವ ವಾಲ್ಮೀಕಿ ಸಮುದಾಯ ಮತ್ತು ಸಮುದಾಯದ ನಾಯಕರು ಪ್ರಮಾಣಿಕವಾಗಿ ಹೋರಾಟ ಮಾಡಬೇಕು. ಸಮುದಾಯದ ಹಿತ ಕಾಯುವುದು ಎಲ್ಲರ ಜವಾಬ್ದಾರಿ ಎಂದರು. bbox=[922, 365, 1060, 509]
sea-waves-photo bbox=[190, 1146, 338, 1376]
yellow-calibration-strip bbox=[290, 2069, 365, 2089]
ev-col2 bbox=[864, 1812, 1160, 2046]
auto-bike-body bbox=[700, 1184, 1018, 1556]
headline-line: ವಾಲ್ಮೀಕಿ ನಿಗಮದ 88.6 ಕೋಟಿ ರೂ. ದುರ್ಬಳಕೆಯಾದಾಗ bbox=[789, 86, 1251, 114]
supreme-headline: ಸುಪ್ರೀಂನಲ್ಲಿ ಇತ್ಯರ್ಥವಾಗದ 5.4 ಪ್ರಕರಣಗಳು bbox=[40, 1574, 686, 1622]
